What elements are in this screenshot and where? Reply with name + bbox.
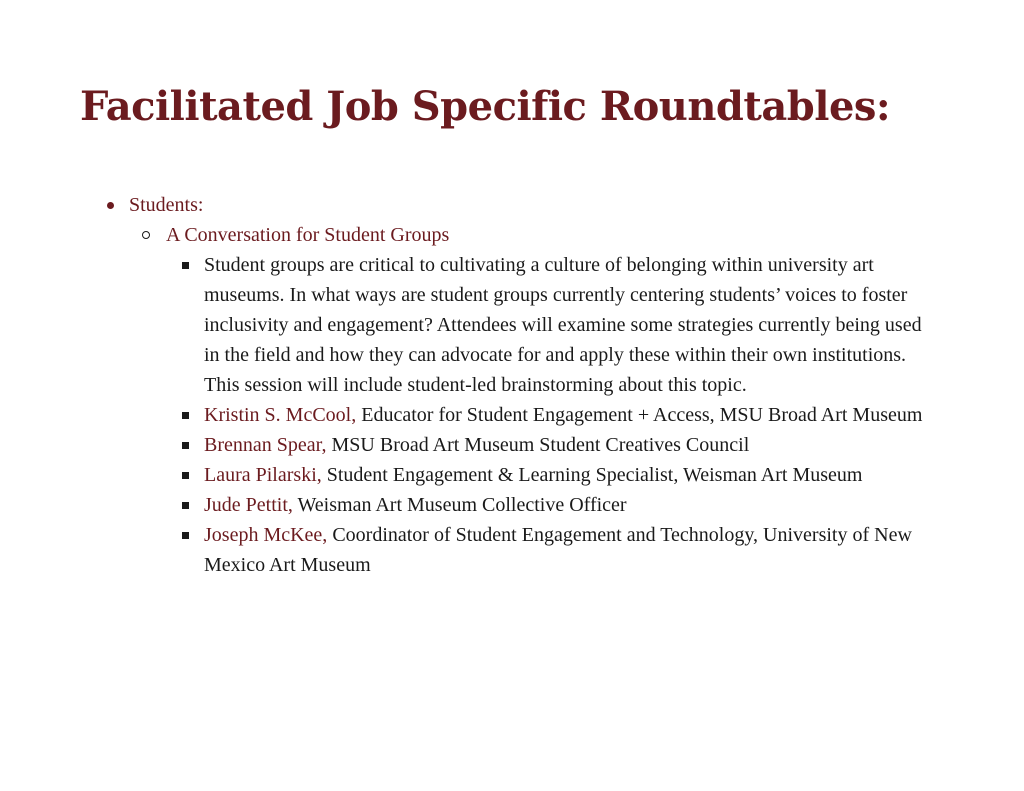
session-title: A Conversation for Student Groups [166,224,450,246]
speaker-item [204,400,934,430]
square-bullet-icon [182,262,189,269]
session-description-item [204,250,934,400]
disc-bullet-icon [107,202,114,209]
speaker-item [204,520,934,580]
session-description: Student groups are critical to cultivating a culture of belonging within university art museums. In what ways are student groups currently centering students’ voices to foster inclusivity and engagement? Attendees will examine some strategies currently being used in the field and how they can advocate for and apply these within their own institutions. This session will include student-led brainstorming about this topic. [204,254,922,396]
speaker-name: Joseph McKee, [204,524,328,546]
square-bullet-icon [182,502,189,509]
section-label: Students: [129,194,204,216]
speaker-role: Educator for Student Engagement + Access, MSU Broad Art Museum [356,404,923,426]
speaker-role: MSU Broad Art Museum Student Creatives Council [326,434,750,456]
session-item [0,220,1024,250]
speaker-name: Laura Pilarski, [204,464,322,486]
section-students [0,190,1024,220]
speaker-item [204,490,934,520]
speaker-item [204,430,934,460]
speaker-role: Coordinator of Student Engagement and Technology, University of New Mexico Art Museum [204,524,912,576]
page-title: Facilitated Job Specific Roundtables: [80,83,891,130]
square-bullet-icon [182,412,189,419]
circle-bullet-icon [142,231,150,239]
speaker-item [204,460,934,490]
square-bullet-icon [182,472,189,479]
speaker-name: Brennan Spear, [204,434,327,456]
speaker-role: Student Engagement & Learning Specialist, Weisman Art Museum [321,464,863,486]
speaker-name: Jude Pettit, [204,494,293,516]
speaker-name: Kristin S. McCool, [204,404,357,426]
roundtable-list [0,190,1024,580]
square-bullet-icon [182,532,189,539]
speaker-role: Weisman Art Museum Collective Officer [292,494,627,516]
square-bullet-icon [182,442,189,449]
